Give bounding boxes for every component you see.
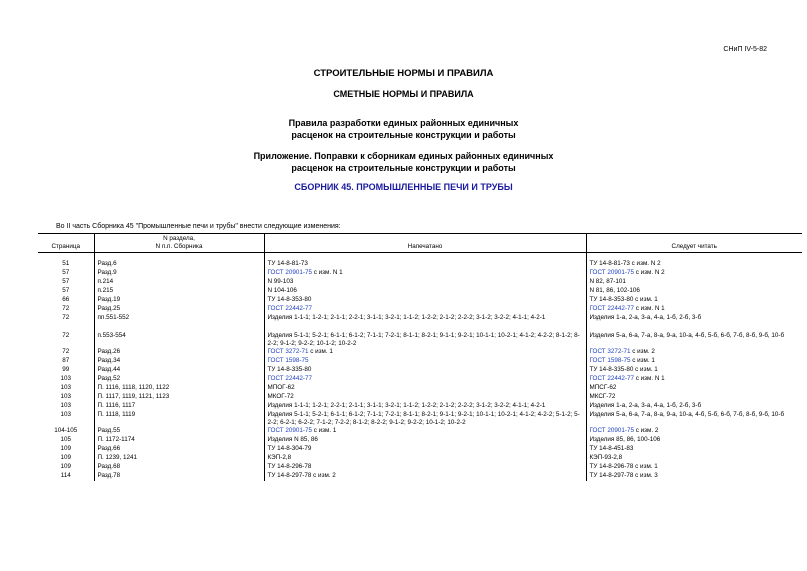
cell-page: 105 xyxy=(60,436,71,443)
cell-should xyxy=(586,314,802,323)
printed-text: Изделия 1-1-1; 1-2-1; 2-1-1; 2-2-1; 3-1-1; 3-2-1; 1-1-2; 1-2-2; 2-1-2; 2-2-2; 3-1-2; 3-2-2; 4-1-1; 4-2-1 xyxy=(267,314,546,321)
should-text: Изделия 85, 86, 100-106 xyxy=(589,436,661,443)
printed-suffix: с изм. 1 xyxy=(308,348,333,355)
cell-should xyxy=(586,463,802,472)
document-code: СНиП IV-5-82 xyxy=(723,46,767,53)
printed-text: Изделия 1-1-1; 1-2-1; 2-2-1; 2-1-1; 3-1-1; 3-2-1; 1-1-2; 1-2-2; 2-1-2; 2-2-2; 3-1-2; 3-2-2; 4-1-1; 4-2-1 xyxy=(267,402,546,409)
cell-section: П. 1239, 1241 xyxy=(94,454,264,463)
cell-section: Разд.34 xyxy=(94,357,264,366)
printed-standard-link[interactable]: ГОСТ 1598-75 xyxy=(267,357,309,364)
cell-printed xyxy=(264,278,586,287)
should-text: ТУ 14-8-296-78 с изм. 1 xyxy=(589,463,658,470)
should-suffix: с изм. 2 xyxy=(630,348,655,355)
table-row xyxy=(38,463,802,472)
printed-text: N 99-103 xyxy=(267,278,294,285)
table-row xyxy=(38,375,802,384)
cell-printed xyxy=(264,463,586,472)
title-rules-line2: расценок на строительные конструкции и работы xyxy=(291,130,516,140)
title-building-codes: СТРОИТЕЛЬНЫЕ НОРМЫ И ПРАВИЛА xyxy=(313,68,494,79)
should-text: КЭП-93-2,8 xyxy=(589,454,623,461)
table-row xyxy=(38,269,802,278)
cell-should xyxy=(586,296,802,305)
table-row xyxy=(38,454,802,463)
title-rules-line1: Правила разработки единых районных единичных xyxy=(288,118,519,128)
cell-printed xyxy=(264,393,586,402)
cell-should xyxy=(586,323,802,332)
table-row xyxy=(38,366,802,375)
cell-page: 72 xyxy=(62,305,70,312)
printed-text: КЭП-2,8 xyxy=(267,454,292,461)
cell-page: 99 xyxy=(62,366,70,373)
header-section xyxy=(94,234,264,253)
cell-page: 103 xyxy=(60,375,71,382)
cell-should xyxy=(586,436,802,445)
cell-printed xyxy=(264,357,586,366)
cell-page: 109 xyxy=(60,445,71,452)
cell-printed xyxy=(264,305,586,314)
cell-section: п.214 xyxy=(94,278,264,287)
should-text: ТУ 14-8-451-83 xyxy=(589,445,634,452)
cell-printed xyxy=(264,445,586,454)
should-suffix: с изм. 1 xyxy=(630,357,655,364)
cell-printed xyxy=(264,296,586,305)
collection-title: СБОРНИК 45. ПРОМЫШЛЕННЫЕ ПЕЧИ И ТРУБЫ xyxy=(294,182,513,192)
cell-should xyxy=(586,287,802,296)
cell-printed xyxy=(264,366,586,375)
cell-printed xyxy=(264,287,586,296)
cell-should xyxy=(586,332,802,348)
cell-page: 109 xyxy=(60,463,71,470)
cell-page: 103 xyxy=(60,384,71,391)
cell-page: 51 xyxy=(62,260,70,267)
cell-section: Разд.78 xyxy=(94,472,264,481)
should-standard-link[interactable]: ГОСТ 22442-77 xyxy=(589,375,634,382)
should-standard-link[interactable]: ГОСТ 20901-75 xyxy=(589,427,634,434)
cell-should xyxy=(586,393,802,402)
spacer-row xyxy=(38,253,802,261)
cell-section: Разд.68 xyxy=(94,463,264,472)
printed-text: ТУ 14-8-335-80 xyxy=(267,366,312,373)
cell-printed xyxy=(264,323,586,332)
cell-section: Разд.19 xyxy=(94,296,264,305)
printed-standard-link[interactable]: ГОСТ 20901-75 xyxy=(267,427,312,434)
should-text: Изделия 5-а, 6-а, 7-а, 8-а, 9-а, 10-а, 4-б, 5-б, 6-б, 7-б, 8-б, 9-б, 10-б xyxy=(589,411,785,418)
table-row xyxy=(38,278,802,287)
should-suffix: с изм. N 1 xyxy=(634,305,665,312)
cell-should xyxy=(586,269,802,278)
title-appendix-line1: Приложение. Поправки к сборникам единых районных единичных xyxy=(253,151,554,161)
cell-page: 103 xyxy=(60,393,71,400)
cell-section xyxy=(94,323,264,332)
cell-page: 103 xyxy=(60,402,71,409)
cell-should xyxy=(586,305,802,314)
should-text: МПСГ-62 xyxy=(589,384,617,391)
cell-section: П. 1116, 1117 xyxy=(94,402,264,411)
header-section-line1: N раздела, xyxy=(163,235,195,242)
cell-printed xyxy=(264,427,586,436)
cell-printed xyxy=(264,411,586,427)
cell-section: Разд.44 xyxy=(94,366,264,375)
should-suffix: с изм. N 1 xyxy=(634,375,665,382)
table-row xyxy=(38,348,802,357)
table-row xyxy=(38,402,802,411)
cell-page xyxy=(38,323,94,332)
should-text: ТУ 14-8-335-80 с изм. 1 xyxy=(589,366,658,373)
cell-should xyxy=(586,348,802,357)
corrections-table xyxy=(38,233,802,481)
cell-page: 104-105 xyxy=(54,427,78,434)
table-row xyxy=(38,323,802,332)
cell-should xyxy=(586,366,802,375)
printed-suffix: с изм. 1 xyxy=(312,427,337,434)
cell-printed xyxy=(264,332,586,348)
cell-page: 72 xyxy=(62,314,70,321)
header-section-line2: N п.п. Сборника xyxy=(155,243,203,250)
table-header-row xyxy=(38,234,802,253)
cell-section: Разд.66 xyxy=(94,445,264,454)
should-text: ТУ 14-8-297-78 с изм. 3 xyxy=(589,472,658,479)
cell-page: 103 xyxy=(60,411,71,418)
cell-printed xyxy=(264,436,586,445)
cell-printed xyxy=(264,314,586,323)
printed-text: Изделия 5-1-1; 5-2-1; 6-1-1; 6-1-2; 7-1-1; 7-2-1; 8-1-1; 8-2-1; 9-1-1; 9-2-1; 10-1-1; 10-2-1; 4-1-2; 4-2-2; 5-1-2; 5-2-2; 6-2-1; 6-2-2; 7-1-2; 7-2-2; 8-1-2; 8-2-2; 9-1-2; 9-2-2; 10-1-2; 10-2-2 xyxy=(267,411,580,426)
cell-page: 87 xyxy=(62,357,70,364)
cell-printed xyxy=(264,375,586,384)
should-text: МКСГ-72 xyxy=(589,393,616,400)
header-page: Страница xyxy=(38,234,94,253)
cell-page: 114 xyxy=(60,472,71,479)
table-row xyxy=(38,436,802,445)
cell-section: пп.551-552 xyxy=(94,314,264,323)
should-text: N 81, 86, 102-106 xyxy=(589,287,640,294)
cell-page: 57 xyxy=(62,278,70,285)
printed-text: Изделия 5-1-1; 5-2-1; 6-1-1; 6-1-2; 7-1-1; 7-2-1; 8-1-1; 8-2-1; 9-1-1; 9-2-1; 10-1-1; 10-2-1; 4-1-2; 4-2-2; 8-1-2; 8-2-2; 9-1-2; 9-2-2; 10-1-2; 10-2-2 xyxy=(267,332,580,347)
cell-page: 109 xyxy=(60,454,71,461)
table-row xyxy=(38,314,802,323)
table-row xyxy=(38,296,802,305)
cell-printed xyxy=(264,384,586,393)
table-row xyxy=(38,393,802,402)
table-row xyxy=(38,260,802,269)
table-row xyxy=(38,445,802,454)
cell-page: 72 xyxy=(62,332,70,339)
printed-standard-link[interactable]: ГОСТ 3272-71 xyxy=(267,348,309,355)
cell-page: 72 xyxy=(62,348,70,355)
cell-printed xyxy=(264,348,586,357)
cell-should xyxy=(586,427,802,436)
table-row xyxy=(38,332,802,348)
should-standard-link[interactable]: ГОСТ 20901-75 xyxy=(589,269,634,276)
cell-section: Разд.9 xyxy=(94,269,264,278)
table-row xyxy=(38,305,802,314)
printed-text: МКОГ-72 xyxy=(267,393,294,400)
printed-standard-link[interactable]: ГОСТ 22442-77 xyxy=(267,375,312,382)
should-standard-link[interactable]: ГОСТ 1598-75 xyxy=(589,357,631,364)
cell-section: Разд.6 xyxy=(94,260,264,269)
printed-text: ТУ 14-8-296-78 xyxy=(267,463,312,470)
should-text: ТУ 14-8-353-80 с изм. 1 xyxy=(589,296,658,303)
cell-should xyxy=(586,402,802,411)
should-text: Изделия 1-а, 2-а, 3-а, 4-а, 1-б, 2-б, 3-б xyxy=(589,314,702,321)
table-row xyxy=(38,472,802,481)
table-row xyxy=(38,427,802,436)
cell-section: п.553-554 xyxy=(94,332,264,348)
printed-text: ТУ 14-8-297-78 с изм. 2 xyxy=(267,472,336,479)
cell-printed xyxy=(264,269,586,278)
cell-section: П. 1117, 1119, 1121, 1123 xyxy=(94,393,264,402)
cell-page: 57 xyxy=(62,287,70,294)
cell-printed xyxy=(264,472,586,481)
cell-section: Разд.55 xyxy=(94,427,264,436)
table-row xyxy=(38,384,802,393)
cell-section: П. 1172-1174 xyxy=(94,436,264,445)
cell-should xyxy=(586,411,802,427)
should-text: Изделия 1-а, 2-а, 3-а, 4-а, 1-б, 2-б, 3-б xyxy=(589,402,702,409)
cell-should xyxy=(586,472,802,481)
cell-section: Разд.52 xyxy=(94,375,264,384)
cell-section: п.215 xyxy=(94,287,264,296)
cell-should xyxy=(586,375,802,384)
cell-should xyxy=(586,260,802,269)
table-row xyxy=(38,287,802,296)
header-should-read: Следует читать xyxy=(586,234,802,253)
cell-should xyxy=(586,278,802,287)
cell-section: П. 1118, 1119 xyxy=(94,411,264,427)
should-text: ТУ 14-8-81-73 с изм. N 2 xyxy=(589,260,661,267)
printed-standard-link[interactable]: ГОСТ 20901-75 xyxy=(267,269,312,276)
title-appendix-line2: расценок на строительные конструкции и работы xyxy=(291,163,516,173)
table-row xyxy=(38,411,802,427)
title-estimate-norms: СМЕТНЫЕ НОРМЫ И ПРАВИЛА xyxy=(333,89,474,99)
should-standard-link[interactable]: ГОСТ 22442-77 xyxy=(589,305,634,312)
cell-section: Разд.25 xyxy=(94,305,264,314)
printed-text: ТУ 14-8-81-73 xyxy=(267,260,308,267)
cell-should xyxy=(586,384,802,393)
cell-page: 66 xyxy=(62,296,70,303)
printed-suffix: с изм. N 1 xyxy=(312,269,343,276)
cell-section: Разд.26 xyxy=(94,348,264,357)
cell-printed xyxy=(264,454,586,463)
title-rules xyxy=(0,117,807,141)
printed-text: N 104-106 xyxy=(267,287,297,294)
printed-text: Изделия N 85, 86 xyxy=(267,436,318,443)
should-text: Изделия 5-а, 6-а, 7-а, 8-а, 9-а, 10-а, 4-б, 5-б, 6-б, 7-б, 8-б, 9-б, 10-б xyxy=(589,332,785,339)
printed-text: ТУ 14-8-304-79 xyxy=(267,445,312,452)
intro-text: Во II часть Сборника 45 "Промышленные печи и трубы" внести следующие изменения: xyxy=(56,223,341,230)
table-row xyxy=(38,357,802,366)
cell-page: 57 xyxy=(62,269,70,276)
should-suffix: с изм. 2 xyxy=(634,427,659,434)
cell-printed xyxy=(264,402,586,411)
header-printed: Напечатано xyxy=(264,234,586,253)
should-standard-link[interactable]: ГОСТ 3272-71 xyxy=(589,348,631,355)
cell-should xyxy=(586,357,802,366)
printed-text: ТУ 14-8-353-80 xyxy=(267,296,312,303)
printed-standard-link[interactable]: ГОСТ 22442-77 xyxy=(267,305,312,312)
title-appendix xyxy=(0,150,807,174)
should-text: N 82, 87-101 xyxy=(589,278,626,285)
cell-printed xyxy=(264,260,586,269)
cell-section: П. 1116, 1118, 1120, 1122 xyxy=(94,384,264,393)
cell-should xyxy=(586,445,802,454)
printed-text: МПОГ-62 xyxy=(267,384,295,391)
cell-should xyxy=(586,454,802,463)
should-suffix: с изм. N 2 xyxy=(634,269,665,276)
